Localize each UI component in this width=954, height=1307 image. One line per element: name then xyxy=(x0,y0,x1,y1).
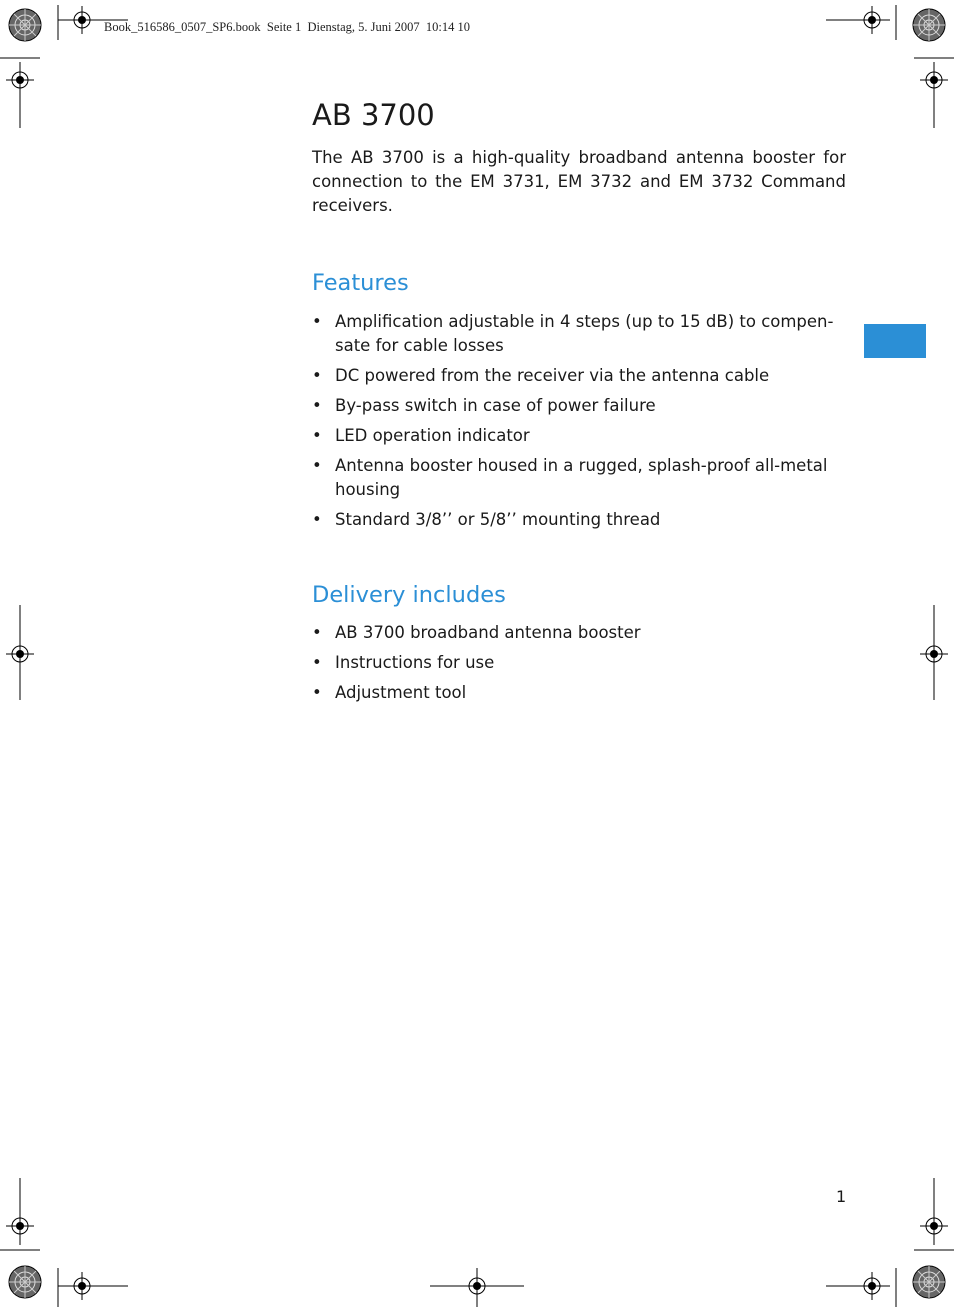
bullet-icon: • xyxy=(312,623,322,643)
bullet-icon: • xyxy=(312,311,322,331)
list-item-text: Standard 3/8’’ or 5/8’’ mounting thread xyxy=(335,509,661,529)
print-header: Book_516586_0507_SP6.book Seite 1 Dienstag, 5. Juni 2007 10:14 10 xyxy=(104,20,470,34)
corner-star-top-right xyxy=(913,9,945,41)
list-item xyxy=(312,394,846,418)
registration-mark-bottom-left xyxy=(68,1272,96,1300)
list-item-text: DC powered from the receiver via the antenna cable xyxy=(335,365,770,385)
registration-mark-top-left xyxy=(68,6,96,34)
bullet-icon: • xyxy=(312,653,322,673)
registration-mark-right-top xyxy=(920,66,948,94)
list-item-text: Instructions for use xyxy=(335,653,495,673)
list-item-text: By-pass switch in case of power failure xyxy=(335,395,656,415)
list-item xyxy=(312,681,846,705)
intro-paragraph: The AB 3700 is a high-quality broadband antenna booster for connection to the EM 3731, EM 3732 and EM 3732 Command receivers. xyxy=(312,147,846,215)
bullet-icon: • xyxy=(312,365,322,385)
page-number: 1 xyxy=(836,1187,847,1206)
list-item xyxy=(312,310,846,358)
list-item xyxy=(312,508,846,532)
list-item xyxy=(312,651,846,675)
list-item xyxy=(312,621,846,645)
registration-mark-right-middle xyxy=(920,640,948,668)
registration-mark-left-bottom xyxy=(6,1212,34,1240)
corner-star-bottom-left xyxy=(9,1266,41,1298)
page-content xyxy=(312,100,846,711)
features-list xyxy=(312,310,846,532)
list-item-text: Amplification adjustable in 4 steps (up to 15 dB) to compen-sate for cable losses xyxy=(335,311,834,355)
bullet-icon: • xyxy=(312,395,322,415)
registration-mark-bottom-right xyxy=(858,1272,886,1300)
bullet-icon: • xyxy=(312,425,322,445)
list-item xyxy=(312,364,846,388)
page-title: AB 3700 xyxy=(312,98,435,132)
delivery-list xyxy=(312,621,846,705)
list-item-text: Adjustment tool xyxy=(335,683,467,703)
delivery-heading: Delivery includes xyxy=(312,581,506,608)
registration-mark-left-middle xyxy=(6,640,34,668)
section-tab-marker xyxy=(864,324,926,358)
registration-mark-right-bottom xyxy=(920,1212,948,1240)
list-item xyxy=(312,424,846,448)
list-item xyxy=(312,454,846,502)
corner-star-bottom-right xyxy=(913,1266,945,1298)
list-item-text: AB 3700 broadband antenna booster xyxy=(335,623,641,643)
registration-mark-left-top xyxy=(6,66,34,94)
bullet-icon: • xyxy=(312,683,322,703)
list-item-text: Antenna booster housed in a rugged, splash-proof all-metal housing xyxy=(335,455,828,499)
corner-star-top-left xyxy=(9,9,41,41)
features-heading: Features xyxy=(312,269,409,296)
bullet-icon: • xyxy=(312,455,322,475)
registration-mark-top-right xyxy=(858,6,886,34)
bullet-icon: • xyxy=(312,509,322,529)
registration-mark-bottom-center xyxy=(463,1272,491,1300)
list-item-text: LED operation indicator xyxy=(335,425,530,445)
